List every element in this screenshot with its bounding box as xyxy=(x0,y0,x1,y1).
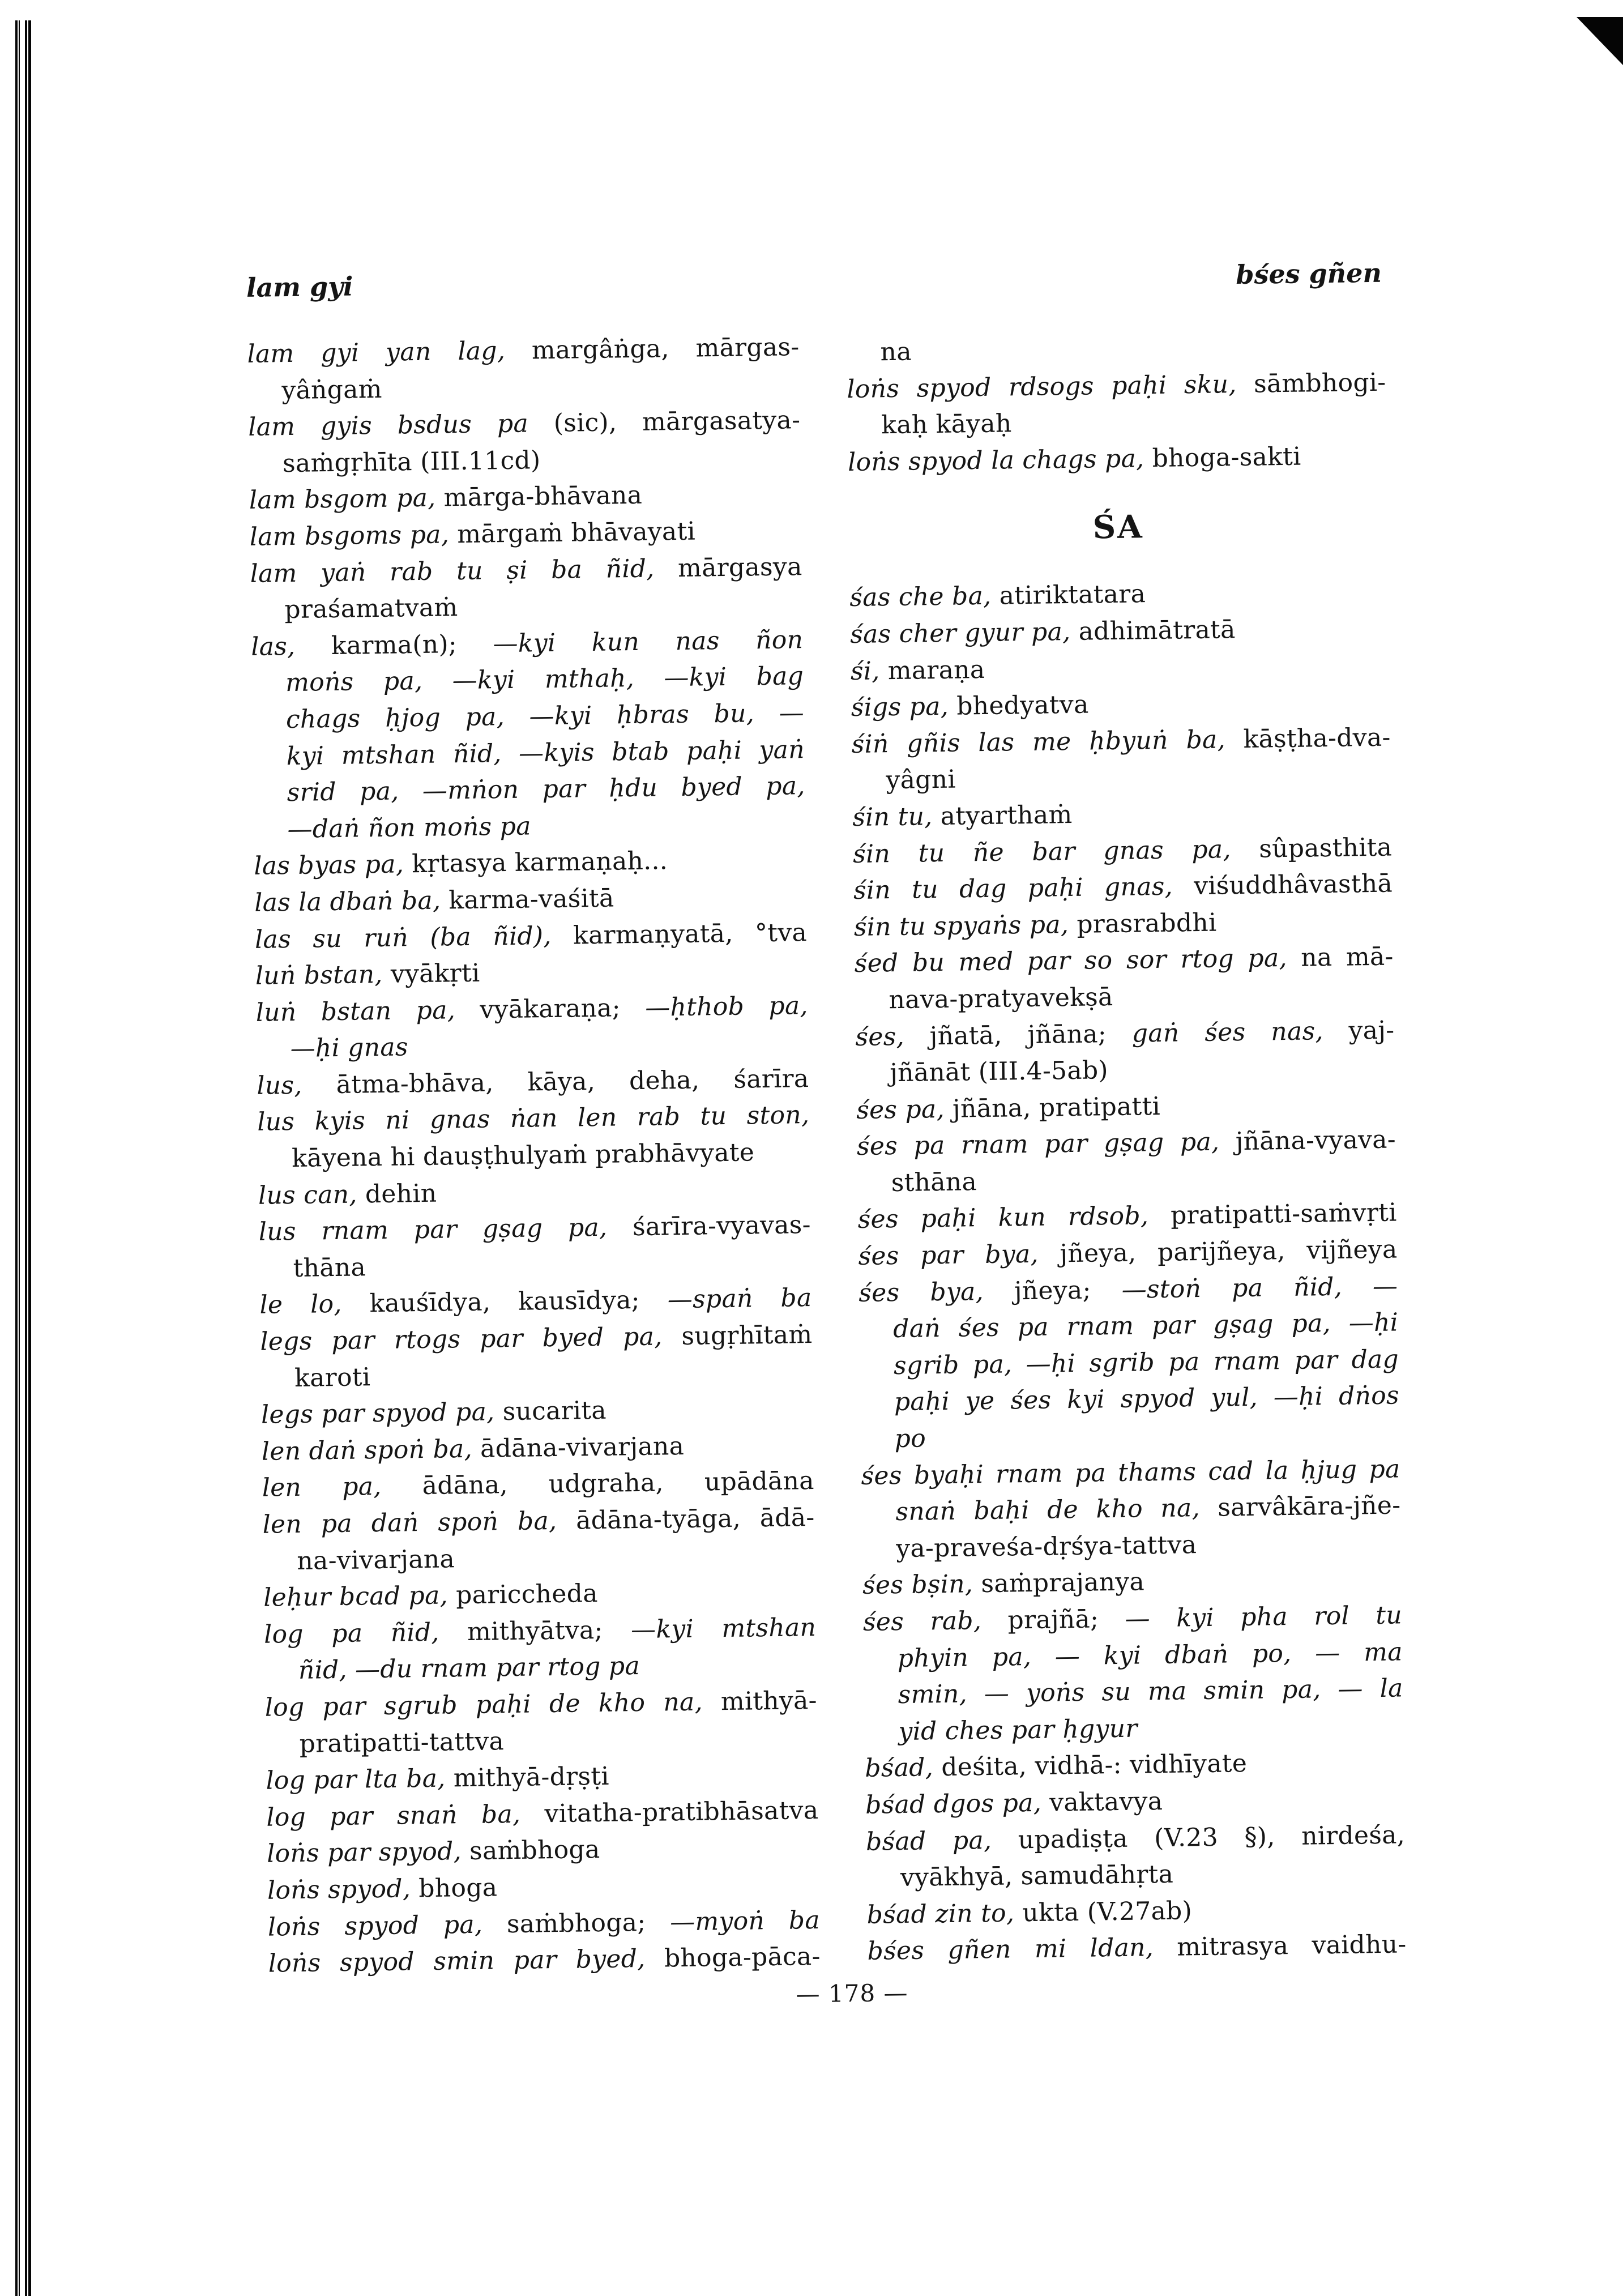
sanskrit-text: ādāna-vivarjana xyxy=(480,1431,685,1463)
tibetan-text: daṅ śes pa rnam par gṣag pa, —ḥi xyxy=(892,1308,1399,1344)
sanskrit-text: karmaṇyatā, °tva xyxy=(573,917,808,950)
tibetan-text: chags ḥjog pa, —kyi ḥbras bu, — xyxy=(285,698,805,735)
dictionary-line xyxy=(255,988,808,1031)
sanskrit-text: jñeya, parijñeya, vijñeya xyxy=(1060,1235,1398,1269)
sanskrit-text: atiriktatara xyxy=(999,579,1146,611)
column-right-bottom-lines xyxy=(849,573,1407,1970)
dictionary-line xyxy=(857,1122,1396,1166)
tibetan-text: śes pa rnam par gṣag pa, xyxy=(856,1127,1236,1162)
dictionary-line xyxy=(867,1927,1407,1970)
sanskrit-text: yâṅgaṁ xyxy=(281,374,383,405)
tibetan-text: śes bya, xyxy=(859,1276,1015,1308)
sanskrit-text: ukta (V.27ab) xyxy=(1022,1896,1193,1927)
tibetan-text: bśad dgos pa, xyxy=(865,1788,1050,1820)
sanskrit-text: yâgni xyxy=(886,765,956,795)
tibetan-text: phyin pa, — kyi dbaṅ po, — ma xyxy=(897,1637,1403,1673)
sanskrit-text: pratipatti-tattva xyxy=(299,1726,505,1759)
sanskrit-text: kauśīdya, kausīdya; xyxy=(369,1285,668,1318)
tibetan-text: lus, xyxy=(257,1070,337,1100)
tibetan-text: śas cher gyur pa, xyxy=(849,617,1079,649)
sanskrit-text: vyākṛti xyxy=(390,958,480,989)
tibetan-text: lam gyi yan lag, xyxy=(247,336,532,369)
tibetan-text: śes paḥi kun rdsob, xyxy=(857,1201,1171,1235)
sanskrit-text: sthāna xyxy=(891,1167,977,1198)
tibetan-text: moṅs pa, —kyi mthaḥ, —kyi bag xyxy=(285,662,804,698)
sanskrit-text: viśuddhâvasthā xyxy=(1193,869,1393,901)
tibetan-text: śes pa, xyxy=(856,1094,953,1125)
tibetan-text: loṅs spyod la chags pa, xyxy=(847,443,1152,477)
tibetan-text: —ḥi gnas xyxy=(290,1032,409,1064)
tibetan-text: las la dbaṅ ba, xyxy=(254,886,449,917)
tibetan-text: len pa daṅ spoṅ ba, xyxy=(262,1506,576,1539)
sanskrit-text: sugṛhītaṁ xyxy=(681,1320,813,1351)
tibetan-text: śes, xyxy=(855,1021,930,1052)
running-head-left: lam gyi xyxy=(246,271,353,303)
tibetan-text: log par sgrub paḥi de kho na, xyxy=(264,1687,721,1722)
dictionary-line xyxy=(863,1597,1403,1641)
dictionary-column-left xyxy=(247,329,821,1982)
tibetan-text: śes bṣin, xyxy=(862,1569,981,1601)
tibetan-text: log par lta ba, xyxy=(266,1764,454,1795)
sanskrit-text: mārgaṁ bhāvayati xyxy=(457,517,696,549)
tibetan-text: legs par spyod pa, xyxy=(260,1397,503,1429)
sanskrit-text: adhimātratā xyxy=(1078,615,1236,646)
sanskrit-text: karoti xyxy=(294,1362,371,1393)
tibetan-text: śes rab, xyxy=(862,1606,1008,1637)
sanskrit-text: (sic), mārgasatya- xyxy=(553,406,801,438)
tibetan-text: śin tu spyaṅs pa, xyxy=(853,910,1077,942)
sanskrit-text: jñānāt (III.4-5ab) xyxy=(889,1056,1109,1088)
tibetan-text: sgrib pa, —ḥi sgrib pa rnam par dag xyxy=(893,1345,1399,1380)
sanskrit-text: mithyā-dṛṣṭi xyxy=(453,1761,610,1793)
sanskrit-text: upadiṣṭa (V.23 §), nirdeśa, xyxy=(1018,1820,1406,1854)
tibetan-text: —myoṅ ba xyxy=(669,1905,821,1936)
sanskrit-text: vaktavya xyxy=(1049,1786,1163,1817)
sanskrit-text: śarīra-vyavas- xyxy=(632,1210,812,1242)
tibetan-text: loṅs par spyod, xyxy=(266,1837,470,1869)
dictionary-line xyxy=(262,1500,815,1543)
dictionary-line xyxy=(250,549,802,592)
tibetan-text: loṅs spyod smin par byed, xyxy=(268,1944,665,1978)
tibetan-text: lam gyis bsdus pa xyxy=(247,409,554,442)
sanskrit-text: sucarita xyxy=(502,1396,607,1427)
sanskrit-text: vyākhyā, samudāhṛta xyxy=(900,1859,1174,1893)
sanskrit-text: bhedyatva xyxy=(956,690,1089,721)
dictionary-line xyxy=(855,1012,1395,1056)
dictionary-line xyxy=(252,695,805,739)
running-head-right: bśes gñen xyxy=(1235,257,1382,291)
tibetan-text: loṅs spyod, xyxy=(267,1874,419,1905)
sanskrit-text: jñatā, jñāna; xyxy=(929,1019,1133,1051)
tibetan-text: log pa ñid, xyxy=(263,1617,468,1649)
tibetan-text: log par snaṅ ba, xyxy=(266,1799,545,1832)
sanskrit-text: margâṅga, mārgas- xyxy=(531,332,800,365)
tibetan-text: bśad zin to, xyxy=(866,1898,1023,1930)
tibetan-text: śes byaḥi rnam pa thams cad la ḥjug pa xyxy=(861,1454,1400,1491)
sanskrit-text: saṁbhoga xyxy=(469,1835,600,1866)
tibetan-text: las byas pa, xyxy=(254,850,412,881)
sanskrit-text: saṁprajanya xyxy=(981,1567,1145,1599)
dictionary-line xyxy=(258,1207,811,1251)
dictionary-line xyxy=(860,1378,1399,1422)
tibetan-text: śigs pa, xyxy=(851,692,957,723)
sanskrit-text: kāṣṭha-dva- xyxy=(1243,723,1391,754)
tibetan-text: gaṅ śes nas, xyxy=(1131,1016,1349,1048)
tibetan-text: lus kyis ni gnas ṅan len rab tu ston, xyxy=(257,1100,810,1137)
dictionary-line xyxy=(866,1817,1406,1860)
tibetan-text: loṅs spyod pa, xyxy=(267,1909,507,1942)
sanskrit-text: jñāna, pratipatti xyxy=(952,1091,1161,1124)
sanskrit-text: atyarthaṁ xyxy=(940,800,1073,831)
sanskrit-text: bhoga xyxy=(418,1873,498,1904)
dictionary-line xyxy=(264,1683,817,1726)
tibetan-text: lus rnam par gṣag pa, xyxy=(258,1213,633,1247)
tibetan-text: paḥi ye śes kyi spyod yul, —ḥi dṅos xyxy=(894,1381,1400,1417)
tibetan-text: las, xyxy=(250,631,332,662)
tibetan-text: —spaṅ ba xyxy=(667,1283,812,1315)
sanskrit-text: ātma-bhāva, kāya, deha, śarīra xyxy=(336,1064,809,1099)
dictionary-line xyxy=(847,364,1386,408)
tibetan-text: loṅs spyod rdsogs paḥi sku, xyxy=(847,369,1254,404)
tibetan-text: —stoṅ pa ñid, — xyxy=(1121,1271,1398,1304)
tibetan-text: śin tu, xyxy=(852,801,941,832)
tibetan-text: bśad pa, xyxy=(865,1825,1019,1857)
tibetan-text: śes par bya, xyxy=(858,1239,1060,1271)
tibetan-text: śi, xyxy=(850,656,889,686)
sanskrit-text: vyākaraṇa; xyxy=(480,993,646,1025)
tibetan-text: ñid, —du rnam par rtog pa xyxy=(298,1651,640,1685)
sanskrit-text: nava-pratyavekṣā xyxy=(889,982,1113,1015)
dictionary-column-right xyxy=(846,328,1407,1970)
dictionary-line xyxy=(858,1232,1398,1275)
tibetan-text: snaṅ baḥi de kho na, xyxy=(895,1493,1218,1527)
tibetan-text: lam bsgoms pa, xyxy=(249,520,458,552)
tibetan-text: lus can, xyxy=(258,1179,366,1210)
sanskrit-text: na mā- xyxy=(1300,942,1394,972)
dictionary-line xyxy=(851,719,1391,763)
sanskrit-text: dehin xyxy=(365,1179,437,1209)
sanskrit-text: saṁbhoga; xyxy=(506,1907,670,1939)
tibetan-text: legs par rtogs par byed pa, xyxy=(260,1322,682,1356)
tibetan-text: bśad, xyxy=(865,1753,942,1783)
tibetan-text: śiṅ gñis las me ḥbyuṅ ba, xyxy=(851,724,1244,759)
sanskrit-text: karma-vaśitā xyxy=(449,884,614,915)
sanskrit-text: sāmbhogi- xyxy=(1253,368,1386,399)
sanskrit-text: ādāna, udgraha, upādāna xyxy=(422,1466,815,1501)
sanskrit-text: maraṇa xyxy=(887,655,985,685)
dictionary-line xyxy=(854,939,1394,983)
dictionary-line xyxy=(264,1610,817,1653)
dictionary-line xyxy=(260,1317,813,1360)
sanskrit-text: yaj- xyxy=(1348,1015,1395,1045)
sanskrit-text: na-vivarjana xyxy=(297,1544,455,1576)
sanskrit-text: bhoga-pāca- xyxy=(664,1942,821,1973)
tibetan-text: luṅ bstan, xyxy=(255,959,391,991)
sanskrit-text: pratipatti-saṁvṛti xyxy=(1170,1198,1397,1231)
sanskrit-text: pariccheda xyxy=(455,1579,599,1610)
sanskrit-text: jñāna-vyava- xyxy=(1235,1125,1396,1156)
dictionary-line xyxy=(255,915,808,958)
dictionary-line xyxy=(864,1671,1403,1714)
sanskrit-text: saṁgṛhīta (III.11cd) xyxy=(282,445,541,478)
tibetan-text: —kyi kun nas ñon xyxy=(493,625,804,659)
sanskrit-text: vitatha-pratibhāsatva xyxy=(544,1795,819,1829)
tibetan-text: srid pa, —mṅon par ḥdu byed pa, xyxy=(287,771,805,808)
tibetan-text: śed bu med par so sor rtog pa, xyxy=(854,943,1301,979)
tibetan-text: —daṅ ñon moṅs pa xyxy=(287,812,532,844)
tibetan-text: len pa, xyxy=(262,1471,423,1503)
dictionary-line xyxy=(859,1305,1399,1348)
dictionary-line xyxy=(266,1793,819,1836)
sanskrit-text: mithyā- xyxy=(720,1685,818,1717)
tibetan-text: śin tu dag paḥi gnas, xyxy=(853,872,1194,906)
tibetan-text: le lo, xyxy=(259,1289,370,1320)
sanskrit-text: sûpasthita xyxy=(1258,833,1393,864)
sanskrit-text: ādāna-tyāga, ādā- xyxy=(575,1503,815,1535)
tibetan-text: smin, — yoṅs su ma smin pa, — la xyxy=(898,1674,1403,1710)
column-right-top-lines xyxy=(846,328,1387,481)
tibetan-text: kyi mtshan ñid, —kyis btab paḥi yaṅ xyxy=(286,735,805,771)
dictionary-line xyxy=(258,1134,810,1177)
sanskrit-text: thāna xyxy=(293,1253,366,1283)
sanskrit-text: kaḥ kāyaḥ xyxy=(881,409,1012,440)
dictionary-line xyxy=(268,1939,821,1982)
dictionary-line xyxy=(247,329,800,373)
tibetan-text: yid ches par ḥgyur xyxy=(898,1714,1138,1746)
tibetan-text: — kyi pha rol tu xyxy=(1125,1601,1403,1633)
sanskrit-text: na xyxy=(880,337,912,367)
section-heading-sa: ŚA xyxy=(1092,508,1144,547)
tibetan-text: len daṅ spoṅ ba, xyxy=(261,1434,481,1466)
dictionary-line xyxy=(253,768,805,812)
sanskrit-text: karma(n); xyxy=(331,629,493,660)
page-number: — 178 — xyxy=(796,1978,908,2008)
dictionary-line xyxy=(861,1488,1401,1531)
sanskrit-text: kāyena hi dauṣṭhulyaṁ prabhāvyate xyxy=(291,1138,755,1173)
tibetan-text: bśes gñen mi ldan, xyxy=(867,1933,1177,1966)
tibetan-text: lam bsgom pa, xyxy=(249,483,444,515)
tibetan-text: —ḥthob pa, xyxy=(644,991,809,1022)
sanskrit-text: sarvâkāra-jñe- xyxy=(1217,1491,1401,1522)
sanskrit-text: prajñā; xyxy=(1007,1604,1125,1635)
sanskrit-text: jñeya; xyxy=(1014,1275,1122,1305)
sanskrit-text: deśita, vidhā-: vidhīyate xyxy=(941,1749,1248,1782)
sanskrit-text: mithyātva; xyxy=(467,1615,631,1646)
sanskrit-text: bhoga-sakti xyxy=(1152,442,1301,473)
tibetan-text: lam yaṅ rab tu ṣi ba ñid, xyxy=(250,553,678,588)
sanskrit-text: mārgasya xyxy=(677,552,802,583)
sanskrit-text: ya-praveśa-dṛśya-tattva xyxy=(895,1530,1197,1563)
tibetan-text: śin tu ñe bar gnas pa, xyxy=(852,834,1259,869)
tibetan-text: śas che ba, xyxy=(849,581,1000,613)
sanskrit-text: prasrabdhi xyxy=(1077,908,1217,939)
dictionary-line xyxy=(248,402,801,446)
tibetan-text: luṅ bstan pa, xyxy=(255,995,480,1027)
sanskrit-text: mārga-bhāvana xyxy=(443,481,643,513)
sanskrit-text: mitrasya vaidhu- xyxy=(1177,1930,1407,1962)
sanskrit-text: kṛtasya karmaṇaḥ... xyxy=(412,846,668,879)
dictionary-line xyxy=(853,866,1393,910)
tibetan-text: —kyi mtshan xyxy=(630,1612,817,1645)
tibetan-text: las su ruṅ (ba ñid), xyxy=(254,920,574,954)
sanskrit-text: praśamatvaṁ xyxy=(284,593,458,625)
tibetan-text: po xyxy=(894,1424,926,1454)
tibetan-text: leḥur bcad pa, xyxy=(263,1581,456,1612)
